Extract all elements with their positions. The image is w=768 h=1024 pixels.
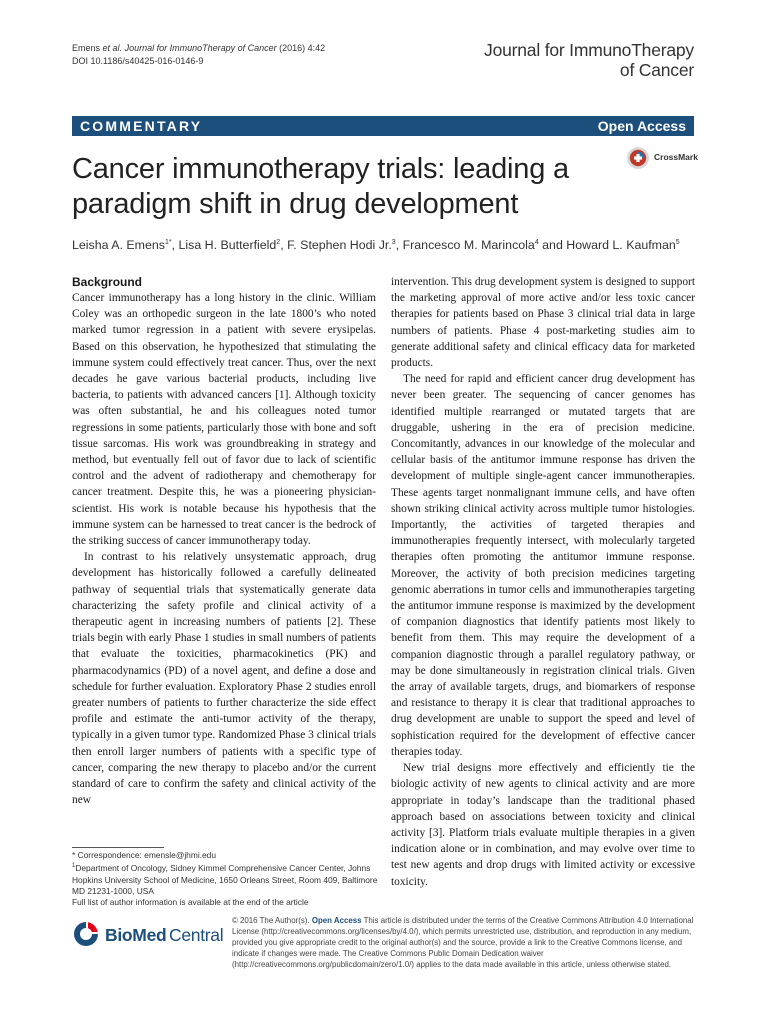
citation-line: [72, 42, 325, 55]
right-column: [391, 274, 695, 890]
article-title: Cancer immunotherapy trials: leading a paradigm shift in drug development: [72, 153, 569, 220]
publisher-name-bold: BioMed: [105, 925, 167, 945]
paragraph: Cancer immunotherapy has a long history in the clinic. William Coley was an orthopedic surgeon in the late 1800’s who noted marked tumor regression in a patient with severe erysipelas. Based on this observation, he hypothesized that stimulating the immune system could effectively treat cancer. Thus, over the next decades he gave various bacterial products, including live bacteria, to patients with advanced cancers [1]. Although toxicity was often substantial, he and his colleagues noted tumor regressions in some patients, particularly those with bone and soft tissue sarcomas. His work was groundbreaking in strategy and method, but eventually fell out of favor due to lack of scientific control and the advent of radiotherapy and chemotherapy for cancer treatment. Despite this, he was a pioneering physician-scientist. His work is notable because his hypothesis that the immune system can be harnessed to treat cancer is the bedrock of the striking success of cancer immunotherapy today.: [72, 292, 376, 548]
biomed-central-icon: [72, 920, 100, 948]
author-separator: ,: [395, 238, 403, 253]
biomed-central-logo[interactable]: [72, 918, 222, 950]
license-statement: [232, 915, 697, 970]
journal-name-line2: of Cancer: [619, 60, 694, 80]
affiliation-text: Department of Oncology, Sidney Kimmel Comprehensive Cancer Center, Johns Hopkins University School of Medicine, 1650 Orleans Street, Room 409, Baltimore MD 21231-1000, USA: [72, 863, 378, 897]
author-list: [72, 235, 702, 253]
author-affiliation-sup: 3: [391, 239, 396, 246]
author-name[interactable]: Leisha A. Emens: [72, 238, 165, 253]
author-separator: ,: [280, 238, 288, 253]
citation-authors: Emens: [72, 43, 101, 53]
copyright: © 2016 The Author(s).: [232, 916, 310, 925]
crossmark-badge[interactable]: [626, 146, 716, 172]
open-access-label: Open Access: [597, 118, 686, 134]
publisher-name-regular: Central: [169, 925, 224, 945]
affiliation-sup: 1: [72, 863, 76, 870]
author-name[interactable]: Lisa H. Butterfield: [178, 238, 277, 253]
citation-et-al: et al.: [102, 43, 123, 53]
citation-journal: Journal for ImmunoTherapy of Cancer: [124, 43, 277, 53]
author-separator: and: [538, 238, 567, 253]
author-name[interactable]: Howard L. Kaufman: [566, 238, 676, 253]
paragraph: The need for rapid and efficient cancer drug development has never been greater. The sequencing of cancer genomes has identified multiple rearranged or mutated targets that are druggable, ushering in the era of precision medicine. Concomitantly, advances in our knowledge of the molecular and cellular basis of the antitumor immune response has driven the development of multiple single-agent cancer immunotherapies. These agents target nonmalignant immune cells, and have often shown striking clinical activity across multiple tumor histologies. Importantly, the activities of targeted therapies and immunotherapies frequently intersect, with molecularly targeted therapies often promoting the antitumor immune response. Moreover, the activity of both precision medicines targeting genomic aberrations in tumor cells and immunotherapies targeting the antitumor immune response is maximized by the development of companion diagnostics that identify patients most likely to benefit from them. This may require the development of a companion diagnostic through a parallel regulatory pathway, or may be done simultaneously in registration clinical trials. Given the array of available targets, drugs, and biomarkers of response and resistance to therapy it is clear that traditional approaches to drug development are unable to support the speed and level of sophistication required for the development of effective cancer therapies today.: [391, 373, 695, 758]
footnote-rule: [72, 847, 164, 848]
author-info-note: Full list of author information is available at the end of the article: [72, 897, 309, 908]
journal-name-line1: Journal for ImmunoTherapy: [484, 40, 694, 60]
affiliation-footnote: [72, 861, 382, 897]
author-affiliation-sup: 2: [276, 239, 281, 246]
correspondence-footnote[interactable]: * Correspondence: emensle@jhmi.edu: [72, 850, 216, 860]
author-affiliation-sup: 4: [534, 239, 539, 246]
license-text[interactable]: This article is distributed under the terms of the Creative Commons Attribution 4.0 International License (http://creativecommons.org/licenses/by/4.0/), which permits unrestricted use, distribution, and reproduction in any medium, provided you give appropriate credit to the original author(s) and the source, provide a link to the Creative Commons license, and indicate if changes were made. The Creative Commons Public Domain Dedication waiver (http://creativecommons.org/publicdomain/zero/1.0/) applies to the data made available in this article, unless otherwise stated.: [232, 916, 694, 970]
crossmark-label: CrossMark: [654, 152, 698, 162]
doi-line[interactable]: DOI 10.1186/s40425-016-0146-9: [72, 56, 204, 66]
author-name[interactable]: Francesco M. Marincola: [402, 238, 535, 253]
author-name[interactable]: F. Stephen Hodi Jr.: [287, 238, 392, 253]
paragraph: intervention. This drug development system is designed to support the marketing approval of more active and/or less toxic cancer therapies for patients based on Phase 3 clinical trial data in large numbers of patients. Phase 4 post-marketing studies aim to generate additional safety and clinical efficacy data for marketed products.: [391, 276, 695, 370]
author-separator: ,: [171, 238, 179, 253]
article-type-banner: [72, 116, 694, 136]
article-type-label: COMMENTARY: [80, 118, 203, 134]
author-affiliation-sup: 5: [675, 239, 680, 246]
running-header: [72, 42, 325, 68]
paragraph: In contrast to his relatively unsystematic approach, drug development has historically followed a carefully delineated pathway of sequential trials that systematically generate data characterizing the safety profile and clinical activity of a therapeutic agent in increasing numbers of patients [2]. These trials begin with early Phase 1 studies in small numbers of patients that evaluate the toxicities, pharmacokinetics (PK) and pharmacodynamics (PD) of a novel agent, and define a dose and schedule for further evaluation. Exploratory Phase 2 studies enroll greater numbers of patients to further characterize the side effect profile and estimate the anti-tumor activity of the therapy, typically in a given tumor type. Randomized Phase 3 clinical trials then enroll larger numbers of patients with a specific type of cancer, comparing the new therapy to placebo and/or the current standard of care to confirm the safety and clinical activity of the new: [72, 551, 377, 807]
author-affiliation-sup: 1*: [164, 239, 172, 246]
left-column: [72, 274, 376, 809]
footnotes: [72, 850, 382, 909]
crossmark-icon: [626, 146, 650, 170]
license-open-access: Open Access: [311, 916, 362, 925]
section-heading-background: Background: [72, 275, 143, 289]
journal-logo[interactable]: [484, 40, 694, 80]
citation-year-volume: (2016) 4:42: [279, 43, 326, 53]
paragraph: New trial designs more effectively and efficiently tie the biologic activity of new agents to clinical activity and are more appropriate in today’s landscape than the traditional phased approach based on associations between toxicity and clinical activity [3]. Platform trials evaluate multiple therapies in a given indication alone or in combination, and may evolve over time to test new agents and drop drugs with limited activity or excessive toxicity.: [391, 762, 695, 888]
